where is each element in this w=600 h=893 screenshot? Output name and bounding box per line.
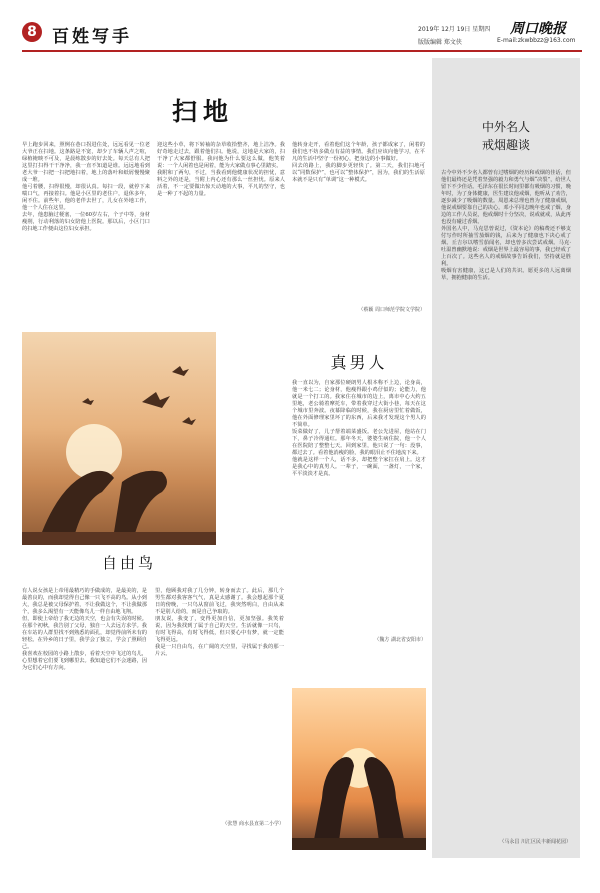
article-body [441,170,571,282]
header-date: 2019年 12月 19日 星期四 [418,26,491,33]
paragraph: 早上跑步回来，照例在巷口拐进住处，远远看见一位老大爷正在扫地。这条路是不宽，却少了车辆人声之喧，绿植掩映不可及，是晨练散步的好去处。每天总有人把这里打扫得干干净净，我一直不知道是谁。远远地看到老大爷一扫把一扫把地扫着，地上的落叶和纸屑慢慢聚成一堆。 [22,142,150,183]
header-editor: 版版编辑 郑文侠 [418,39,462,46]
page-header [0,0,600,62]
article-freedom-bird [22,548,284,848]
article-signature: （张慧 商水县直第二小学） [222,821,284,827]
paragraph: 回去的路上，我的脚步更轻快了。第二天，我们扫地可以“同数保护”，也可以“整体保护”，因为，我们的生活原本就不是只有“单调”这一种模式。 [292,163,425,183]
paragraph: 我喜欢在校园的小路上散步，看着天空中飞过的鸟儿，心里想着它们要飞到哪里去。我知道它们不会迷路，因为它们心中有方向。 [22,651,147,671]
article-title: 中外名人 [481,120,530,134]
paragraph: 迎这些小草，将下转袖的杂草收拾整齐，地上洁净。我好奇地走过去，跟着他们扫。他说，这地是大家的，扫干净了大家都舒服。我问他为什么要这么做，他笑着说：一个人闲着也是闲着，能为大家做点事心里踏实。 [157,142,285,169]
article-real-man [292,340,426,680]
paragraph: 古今中外不少名人都曾有过嗜烟的经历和戒烟的佳话，但他们最终还是凭着坚强的毅力和勇气与烟“决裂”，给世人留下不少佳话。毛泽东在很长时间里都有吸烟的习惯，晚年时，为了身体健康，医生建议他戒烟，他听从了劝告，逐步减少了吸烟的数量。周恩来总理也曾为了健康戒烟，他说戒烟要靠自己的决心。邓小平同志晚年也戒了烟，身边的工作人员说，他戒烟时十分坚决，说戒就戒，从此再也没有碰过香烟。 [441,170,571,225]
hands-birds-illustration [22,332,216,545]
paragraph: 吸烟有害健康，这已是人们的共识。愿更多的人远离烟草，拥抱健康的生活。 [441,268,571,281]
article-title: 扫地 [172,97,235,126]
article-signature: （马永昌 川汇区民丰新闻花园） [499,839,571,845]
article-celebrity [432,58,580,858]
paragraph: 我一直以为，自家那位硬朗男人根本称不上边，论身高，他一米七二；论身材，他瘦得跟小鸡仔似的；论能力，他就是一个打工的。我家住在城市的边上，离市中心大约五里地，老公骑着摩托车，带着我穿过大街小巷，每天在这个城市里奔波。夜幕降临的时候，我在厨房里忙着做饭，他在外面修理家里坏了的东西，后来我才发现这个男人的不简单。 [292,380,426,428]
paragraph: 里，他顾我对我了几分钟，转身而去了。此后，那几个男生都对我客客气气，真是太感谢了。我会想起那个夏日的傍晚，一只鸟从窗前飞过，我突然明白，自由从来不是别人给的，而是自己争取的。 [155,588,284,615]
article-title: 自由鸟 [102,554,157,572]
paragraph: 饭菜做好了，儿子帮着端菜盛饭。老公先进屋，他站在门下，鼻子冷得通红。那年冬天，婆婆生病住院，他一个人在医院陪了整整七天。回到家里，他只说了一句：没事，都过去了。看着他消瘦的脸，我的眼泪止不住地流下来。 [292,429,426,456]
article-body [292,380,426,478]
article-sweep [22,60,425,320]
page-number-badge: 8 [22,22,42,42]
hands-birds-photo [22,332,216,545]
article-col-1 [22,142,150,233]
paragraph: 他弓着腰，扫得很慢，却很认真。每扫一段，就停下来喘口气，再接着扫。他是小区里的老住户，退休多年，闲不住。前些年，他的老伴去世了，儿女在外地工作，他一个人住在这里。 [22,184,150,211]
paragraph: 外国名人中，马克思曾说过，《资本论》的稿费还不够支付写作时所抽雪茄烟的钱，后来为了健康也下决心戒了烟。丘吉尔以嗜雪茄闻名，却也曾多次尝试戒烟。马克·吐温曾幽默地说：戒烟是世界上最容易的事，我已经戒了上百次了。这些名人的戒烟故事告诉我们，坚持就是胜利。 [441,226,571,267]
heart-hands-illustration [292,688,426,850]
article-title: 真男人 [330,353,388,372]
article-col-2 [155,588,284,658]
article-signature: （魏方 湖北省安阳市） [374,637,426,643]
paragraph: 他就是这样一个人，话不多，却把整个家扛在肩上。这才是我心中的真男人。一辈子，一碗面，一盏灯，一个家，平平淡淡才是真。 [292,457,426,477]
paragraph: 我附和了两句，不过，当我看到他健康状况的担忧，意料之外的还是，当附上内心还有那么一丝担忧。原来人活着，不一定要做出惊天动地的大事，平凡的坚守，也是一种了不起的力量。 [157,170,285,197]
paragraph: 有人说女孩是上帝用最精巧的手做成的，是最美的，是最善良的，而我却觉得自己像一只飞不高的鸟。从小到大，我总是被父母保护着，不让我做这个，不让我做那个，我多么渴望有一天能像鸟儿一样自由地飞翔。 [22,588,147,615]
article-col-1 [22,588,147,672]
column-title: 百姓写手 [52,27,132,47]
article-col-3 [292,142,425,184]
header-rule [22,50,582,52]
paragraph: 去年，他患脑过梗塞，一位60岁左右，个子中等，身材瘦削，行动利落的妇女陪他上医院。那以后，小区门口的扫地工作便由这位妇女承担。 [22,212,150,232]
paragraph: 我是一只自由鸟，在广阔的天空里，寻找属于我的那一片云。 [155,644,284,657]
masthead-logo: 周口晚报 [510,21,566,37]
article-subtitle: 戒烟趣谈 [481,138,530,152]
heart-hands-photo [292,688,426,850]
article-signature: （蔡颖 周口师范学院文学院） [358,307,425,313]
paragraph: 他转身走开，看着他们这个年龄，孩子都成家了，闲着的我们也不妨多做点有益的事情。我们应该向他学习，在平凡的生活中坚守一份初心，把身边的小事做好。 [292,142,425,162]
paragraph: 但，即使上帝给了我无边的天空，也会有失误的时候。在那个初秋，我告别了父母，独自一人去远方求学。我在车站的人群里找不到熟悉的面孔，却觉得前所未有的轻松。在异乡的日子里，我学会了独立，学会了照顾自己。 [22,616,147,650]
article-col-2 [157,142,285,198]
paragraph: 朋友说，我变了，变得更加自信，更加坚强。我笑着说，因为我找到了属于自己的天空。生活就像一只鸟，有时飞得高，有时飞得低，但只要心中有梦，就一定能飞得更远。 [155,616,284,643]
header-email: E-mail:zkwbbzz@163.com [497,37,576,44]
